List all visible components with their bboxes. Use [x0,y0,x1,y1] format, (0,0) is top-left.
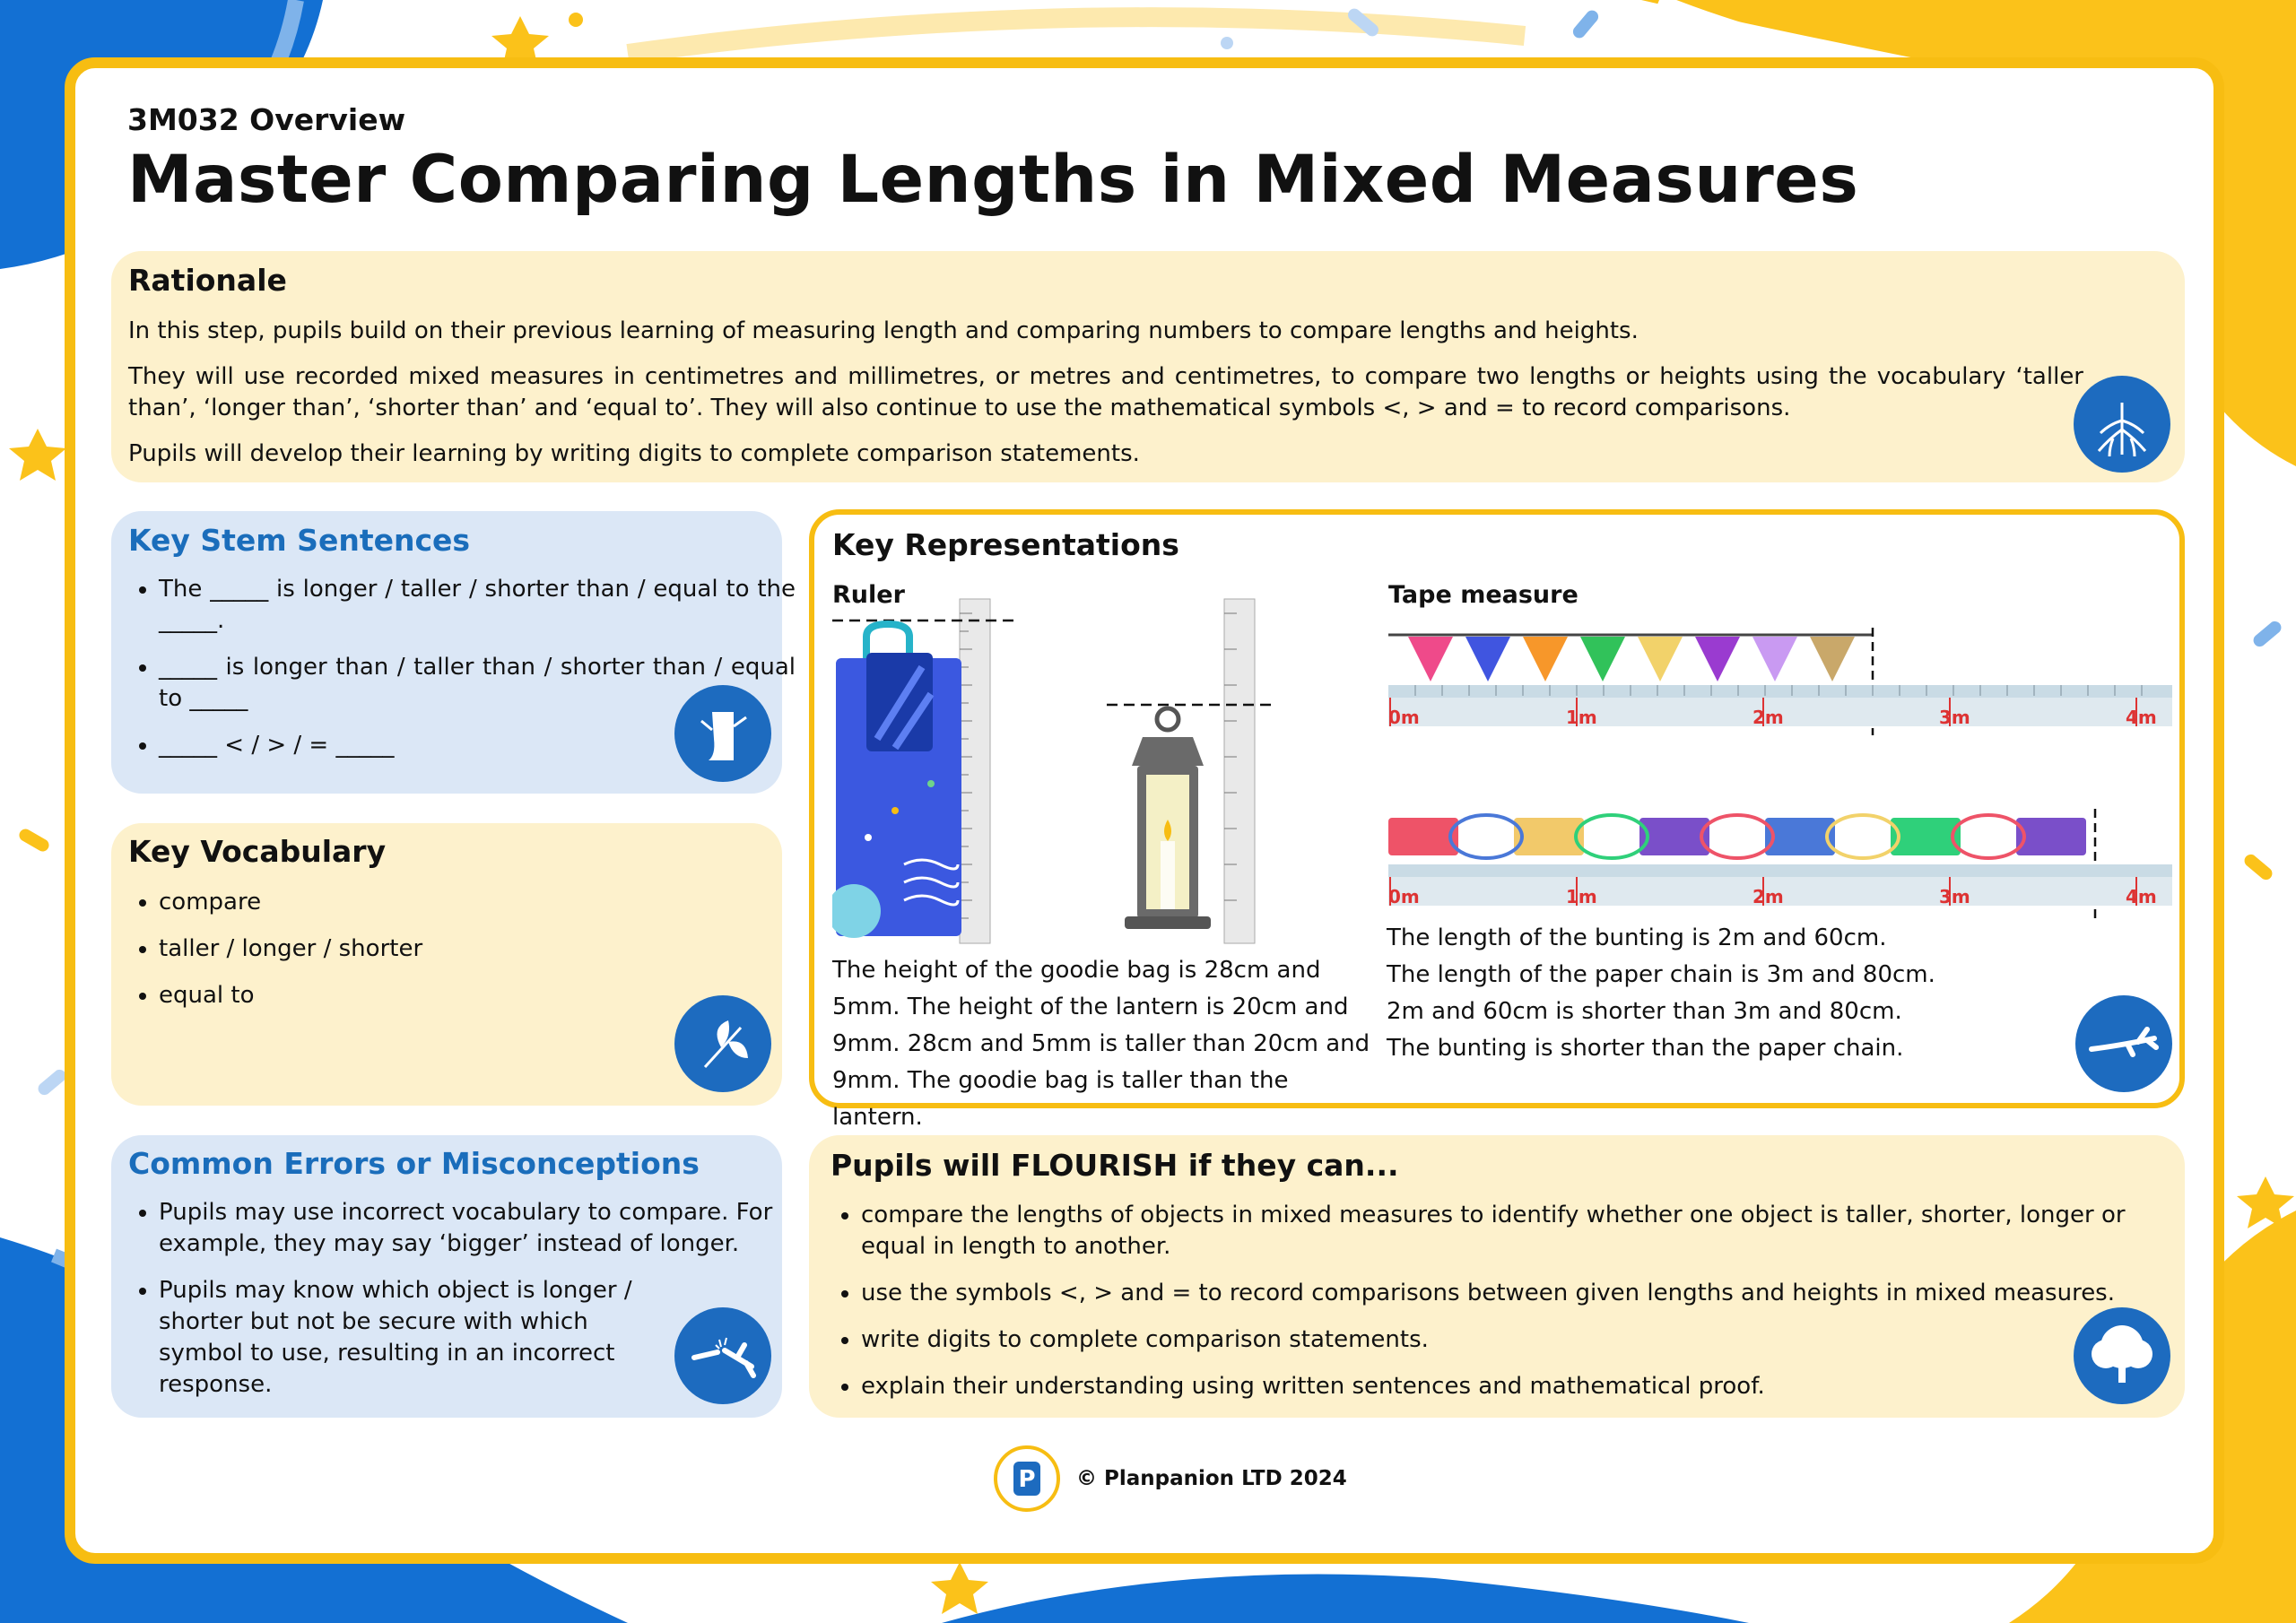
tape-caption-line-3: 2m and 60cm is shorter than 3m and 80cm. [1387,998,1902,1025]
rationale-heading: Rationale [128,263,287,298]
misconceptions-heading: Common Errors or Misconceptions [128,1146,700,1181]
list-item: • _____ is longer than / taller than / shorter than / equal to _____ [159,652,796,715]
tape-tick-label: 4m [2126,886,2157,907]
roots-icon [2074,376,2170,473]
tape-tick-label: 3m [1939,707,1970,728]
list-item: • Pupils may know which object is longer / shorter but not be secure with which symbol to use, resulting in an incorrect response. [159,1275,787,1401]
list-item: • _____ < / > / = _____ [159,730,796,761]
svg-text:P: P [1018,1466,1036,1493]
list-item: • write digits to complete comparison statements. [861,1324,2188,1356]
ruler-label: Ruler [832,581,905,609]
tape-tick-label: 2m [1752,707,1784,728]
vocabulary-heading: Key Vocabulary [128,834,387,869]
tape-measure-label: Tape measure [1388,581,1578,609]
tape-measure-illustration [1388,619,2172,924]
tape-tick-label: 0m [1388,707,1420,728]
planpanion-logo [994,1445,1060,1512]
tape-tick-label: 2m [1752,886,1784,907]
list-item: • use the symbols <, > and = to record comparisons between given lengths and heights in mixed measures. [861,1278,2188,1309]
rationale-paragraph-2: They will use recorded mixed measures in centimetres and millimetres, or metres and centimetres, to compare two lengths or heights using the vocabulary ‘taller than’, ‘longer than’, ‘shorter than’ and ‘equal to’. They will also continue to use the mathematical symbols <, > and = to record comparisons. [128,363,2083,421]
flourish-heading: Pupils will FLOURISH if they can... [831,1148,1399,1183]
tree-icon [2074,1307,2170,1404]
tape-tick-label: 3m [1939,886,1970,907]
representations-heading: Key Representations [832,527,1179,562]
broken-branch-icon [674,1307,771,1404]
list-item: • The _____ is longer / taller / shorter than / equal to the _____. [159,574,796,637]
list-item: • taller / longer / shorter [159,933,787,965]
list-item: • explain their understanding using written sentences and mathematical proof. [861,1371,2188,1402]
rationale-paragraph-1: In this step, pupils build on their previous learning of measuring length and comparing numbers to compare lengths and heights. [128,317,1639,344]
ruler-illustration [832,595,1290,947]
list-item: • compare [159,887,787,918]
tape-tick-label: 4m [2126,707,2157,728]
branch-icon [2075,995,2172,1092]
list-item: • compare the lengths of objects in mixed measures to identify whether one object is taller, shorter, longer or equal in length to another. [861,1200,2188,1263]
list-item: • Pupils may use incorrect vocabulary to compare. For example, they may say ‘bigger’ instead of longer. [159,1197,787,1260]
copyright-text: © Planpanion LTD 2024 [1076,1467,1347,1490]
tape-tick-label: 0m [1388,886,1420,907]
tape-tick-label: 1m [1566,886,1597,907]
tree-trunk-icon [674,685,771,782]
flourish-list [831,1200,2188,1418]
tape-caption-line-2: The length of the paper chain is 3m and 80cm. [1387,961,1935,988]
rationale-paragraph-3: Pupils will develop their learning by writing digits to complete comparison statements. [128,440,1140,467]
list-item: • equal to [159,980,787,1011]
ruler-caption: The height of the goodie bag is 28cm and 5mm. The height of the lantern is 20cm and 9mm. 28cm and 5mm is taller than 20cm and 9mm. The goodie bag is taller than the lantern. [832,957,1370,1131]
tape-tick-label: 1m [1566,707,1597,728]
stem-sentences-heading: Key Stem Sentences [128,523,471,558]
leaves-icon [674,995,771,1092]
tape-caption-line-4: The bunting is shorter than the paper chain. [1387,1035,1904,1062]
page-title: Master Comparing Lengths in Mixed Measures [127,142,1859,218]
tape-caption-line-1: The length of the bunting is 2m and 60cm. [1387,924,1887,951]
lesson-code: 3M032 Overview [127,102,406,137]
